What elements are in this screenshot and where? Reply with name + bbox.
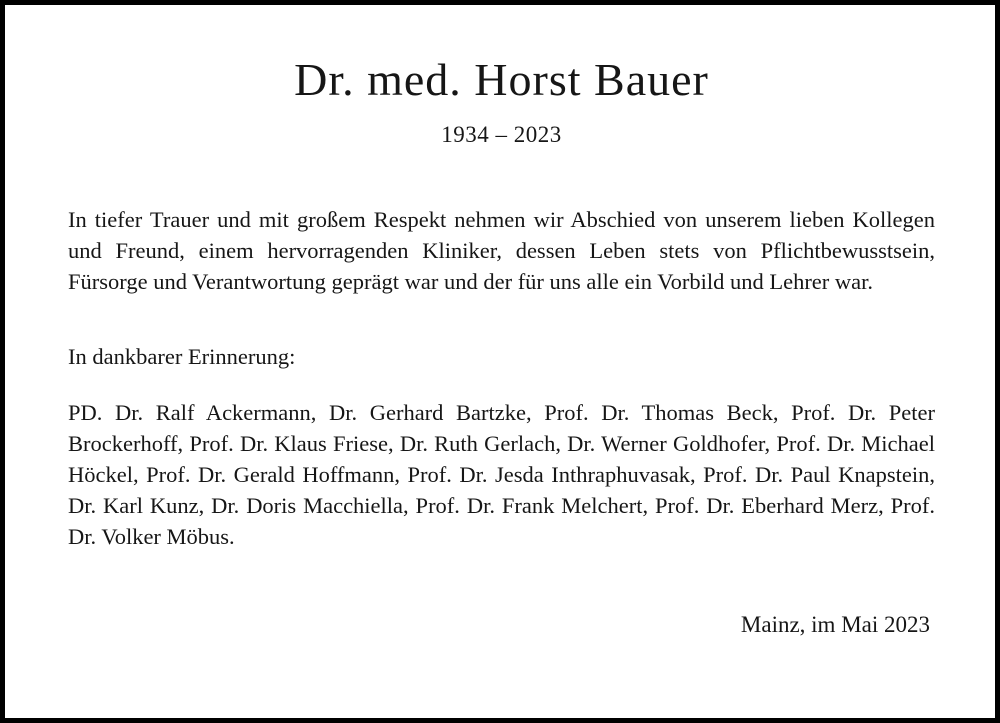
tribute-text: In tiefer Trauer und mit großem Respekt nehmen wir Abschied von unserem lieben Kollegen und Freund, einem hervorragenden Kliniker, dessen Leben stets von Pflichtbewusstsein, Fürsorge und Verantwortung geprägt war und der für uns alle ein Vorbild und Lehrer war. [68,207,935,294]
remembrance-heading: In dankbarer Erinnerung: [68,344,296,369]
deceased-name: Dr. med. Horst Bauer [294,54,709,105]
mourners-list: PD. Dr. Ralf Ackermann, Dr. Gerhard Bartzke, Prof. Dr. Thomas Beck, Prof. Dr. Peter Brockerhoff, Prof. Dr. Klaus Friese, Dr. Ruth Gerlach, Dr. Werner Goldhofer, Prof. Dr. Michael Höckel, Prof. Dr. Gerald Hoffmann, Prof. Dr. Jesda Inthraphuvasak, Prof. Dr. Paul Knapstein, Dr. Karl Kunz, Dr. Doris Macchiella, Prof. Dr. Frank Melchert, Prof. Dr. Eberhard Merz, Prof. Dr. Volker Möbus. [68,400,935,549]
place-date: Mainz, im Mai 2023 [740,612,930,637]
life-dates: 1934 – 2023 [441,122,562,147]
